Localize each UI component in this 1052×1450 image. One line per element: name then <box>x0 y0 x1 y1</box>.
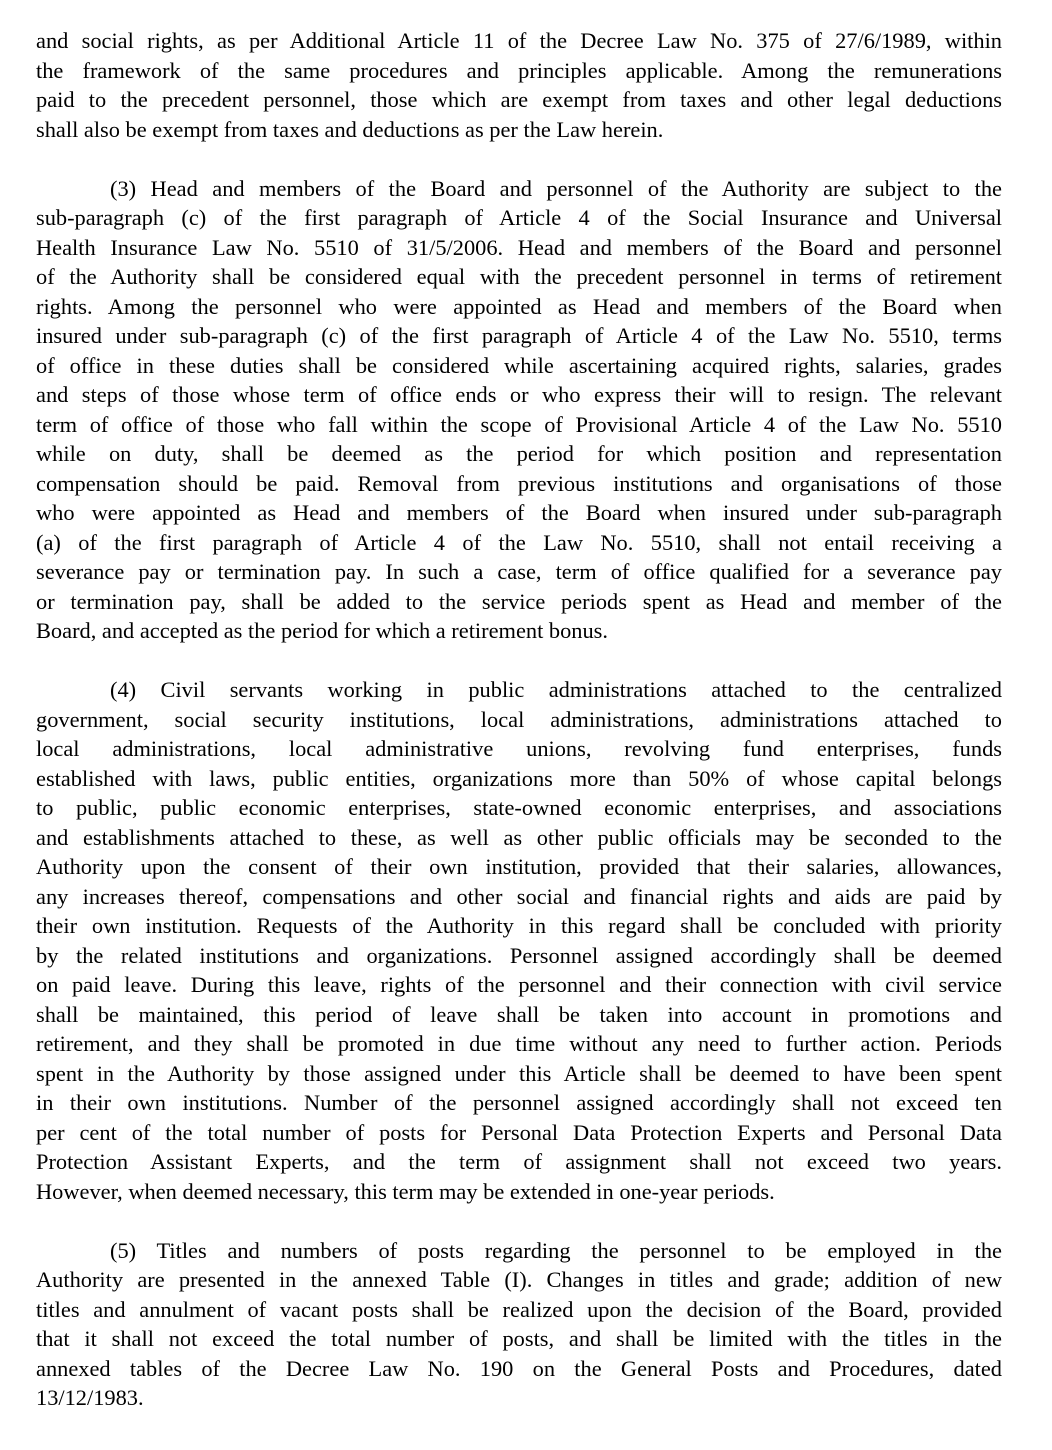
text-line: 13/12/1983. <box>36 1385 144 1410</box>
text-line: local administrations, local administrative unions, revolving fund enterprises, funds <box>36 736 1002 761</box>
text-line: shall be maintained, this period of leave shall be taken into account in promotions and <box>36 1001 1002 1027</box>
text-line: paid to the precedent personnel, those which are exempt from taxes and other legal deductions <box>36 87 1002 112</box>
text-line: insured under sub-paragraph (c) of the first paragraph of Article 4 of the Law No. 5510, terms <box>36 323 1002 348</box>
text-line: spent in the Authority by those assigned under this Article shall be deemed to have been spent <box>36 1060 1002 1086</box>
text-line: However, when deemed necessary, this term may be extended in one-year periods. <box>36 1178 775 1204</box>
text-line: while on duty, shall be deemed as the period for which position and representation <box>36 441 1002 466</box>
text-line: that it shall not exceed the total number of posts, and shall be limited with the titles in the <box>36 1326 1002 1351</box>
text-line: titles and annulment of vacant posts shall be realized upon the decision of the Board, provided <box>36 1296 1002 1322</box>
text-line: compensation should be paid. Removal from previous institutions and organisations of those <box>36 470 1002 496</box>
text-line: Protection Assistant Experts, and the term of assignment shall not exceed two years. <box>36 1149 1002 1174</box>
text-line: their own institution. Requests of the Authority in this regard shall be concluded with priority <box>36 913 1002 938</box>
text-line: Authority upon the consent of their own institution, provided that their salaries, allowances, <box>36 854 1002 879</box>
text-line: government, social security institutions, local administrations, administrations attached to <box>36 706 1002 732</box>
text-line: Board, and accepted as the period for which a retirement bonus. <box>36 618 608 643</box>
text-line: and social rights, as per Additional Article 11 of the Decree Law No. 375 of 27/6/1989, within <box>36 28 1002 53</box>
text-line: per cent of the total number of posts for Personal Data Protection Experts and Personal Data <box>36 1119 1002 1145</box>
text-line: by the related institutions and organizations. Personnel assigned accordingly shall be deemed <box>36 942 1002 968</box>
text-line: who were appointed as Head and members of the Board when insured under sub-paragraph <box>36 500 1002 525</box>
text-line: (3) Head and members of the Board and personnel of the Authority are subject to the <box>110 175 1002 201</box>
text-line: rights. Among the personnel who were appointed as Head and members of the Board when <box>36 293 1002 319</box>
text-line: (4) Civil servants working in public administrations attached to the centralized <box>110 677 1002 702</box>
text-line: Authority are presented in the annexed Table (I). Changes in titles and grade; addition of new <box>36 1267 1002 1292</box>
text-line: of the Authority shall be considered equal with the precedent personnel in terms of retirement <box>36 264 1002 289</box>
text-line: and steps of those whose term of office ends or who express their will to resign. The relevant <box>36 382 1002 407</box>
text-line: and establishments attached to these, as well as other public officials may be seconded to the <box>36 824 1002 850</box>
text-line: in their own institutions. Number of the personnel assigned accordingly shall not exceed ten <box>36 1090 1002 1115</box>
paragraph-continuation <box>36 26 1002 144</box>
text-line: (5) Titles and numbers of posts regarding the personnel to be employed in the <box>110 1237 1002 1263</box>
text-line: the framework of the same procedures and principles applicable. Among the remunerations <box>36 57 1002 83</box>
text-line: on paid leave. During this leave, rights of the personnel and their connection with civil service <box>36 972 1002 997</box>
text-line: (a) of the first paragraph of Article 4 of the Law No. 5510, shall not entail receiving a <box>36 529 1002 555</box>
text-line: or termination pay, shall be added to the service periods spent as Head and member of the <box>36 588 1002 614</box>
document-page <box>36 26 1002 1442</box>
paragraph-3 <box>36 174 1002 646</box>
text-line: any increases thereof, compensations and other social and financial rights and aids are paid by <box>36 883 1002 909</box>
text-line: severance pay or termination pay. In such a case, term of office qualified for a severance pay <box>36 559 1002 584</box>
text-line: annexed tables of the Decree Law No. 190 on the General Posts and Procedures, dated <box>36 1355 1002 1381</box>
text-line: to public, public economic enterprises, state-owned economic enterprises, and associations <box>36 795 1002 820</box>
paragraph-5 <box>36 1236 1002 1413</box>
text-line: shall also be exempt from taxes and deductions as per the Law herein. <box>36 116 664 142</box>
text-line: of office in these duties shall be considered while ascertaining acquired rights, salaries, grades <box>36 352 1002 378</box>
paragraph-4 <box>36 675 1002 1206</box>
text-line: sub-paragraph (c) of the first paragraph of Article 4 of the Social Insurance and Universal <box>36 205 1002 230</box>
text-line: term of office of those who fall within the scope of Provisional Article 4 of the Law No. 5510 <box>36 411 1002 437</box>
text-line: Health Insurance Law No. 5510 of 31/5/2006. Head and members of the Board and personnel <box>36 234 1002 260</box>
text-line: established with laws, public entities, organizations more than 50% of whose capital belongs <box>36 765 1002 791</box>
text-line: retirement, and they shall be promoted in due time without any need to further action. Periods <box>36 1031 1002 1056</box>
